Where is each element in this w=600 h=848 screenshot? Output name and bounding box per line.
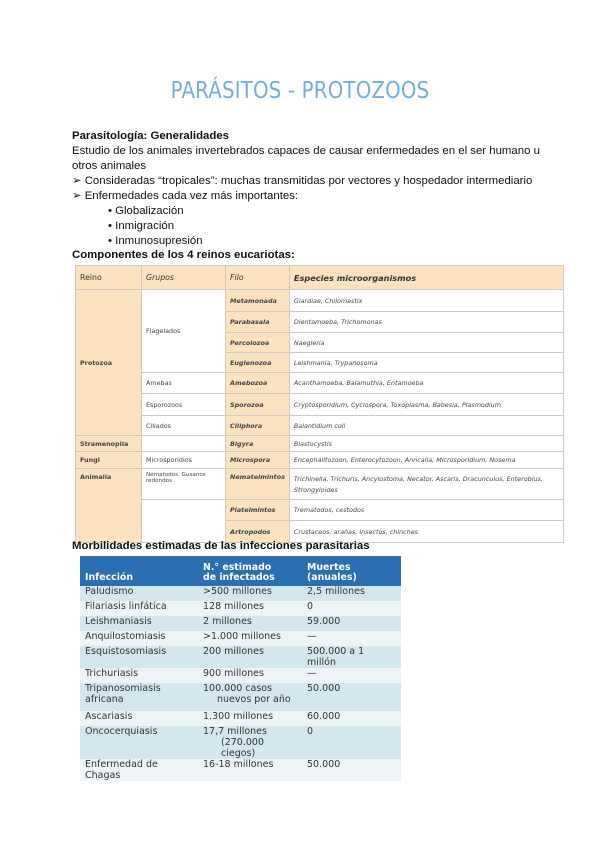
species-cell: Trematodos, cestodos	[289, 500, 563, 521]
table2-header-infeccion: Infección	[80, 556, 198, 586]
annual-deaths: 0	[302, 601, 401, 616]
table1-heading: Componentes de los 4 reinos eucariotas:	[72, 249, 295, 261]
group-cell: Ciliados	[142, 416, 226, 436]
table2-header-muertes: Muertes (anuales)	[302, 556, 401, 586]
infected-count	[198, 726, 302, 759]
infection-name: Tripanosomiasis africana	[80, 683, 198, 711]
intro-subpoint: • Inmigración	[108, 220, 175, 232]
group-cell: Flagelados	[142, 290, 226, 373]
infected-count: 16-18 millones	[198, 759, 302, 781]
annual-deaths: 0	[302, 726, 401, 759]
table2-header-infectados-line2: de infectados	[203, 572, 275, 583]
filo-cell: Parabasala	[226, 312, 290, 333]
intro-subpoint: • Inmunosupresión	[108, 235, 203, 247]
infection-name: Ascariasis	[80, 711, 198, 726]
infected-count: 128 millones	[198, 601, 302, 616]
infection-name: Filariasis linfática	[80, 601, 198, 616]
intro-heading: Parasitología: Generalidades	[72, 130, 229, 142]
filo-cell: Metamonada	[226, 290, 290, 312]
eukaryote-kingdoms-table	[75, 265, 564, 543]
infected-count: >500 millones	[198, 586, 302, 601]
annual-deaths: 2,5 millones	[302, 586, 401, 601]
filo-cell: Microspora	[226, 452, 290, 469]
infection-name: Leishmaniasis	[80, 616, 198, 631]
annual-deaths: 60.000	[302, 711, 401, 726]
species-cell: Encephalitozoon, Enterocytozoon, Anncalia, Microsporidium, Nosema	[289, 452, 563, 469]
table1-header-grupos: Grupos	[142, 266, 226, 290]
infected-count: >1.000 millones	[198, 631, 302, 646]
intro-paragraph: Estudio de los animales invertebrados capaces de causar enfermedades en el ser humano u otros animales	[72, 145, 540, 172]
annual-deaths: 59.000	[302, 616, 401, 631]
filo-cell: Ciliphora	[226, 416, 290, 436]
annual-deaths: 50.000	[302, 683, 401, 711]
table2-heading: Morbilidades estimadas de las infecciones parasitarias	[72, 540, 370, 552]
filo-cell: Amebozoa	[226, 373, 290, 394]
species-cell: Balantidium coli	[289, 416, 563, 436]
table2-header-infectados-line1: N.° estimado	[203, 562, 272, 573]
reino-cell: Stramenopila	[76, 436, 142, 452]
table1-header-filo: Filo	[226, 266, 290, 290]
morbidity-table	[80, 556, 401, 781]
group-cell: Nematodos, Gusanos redondos	[142, 469, 226, 500]
annual-deaths: 500.000 a 1 millón	[302, 646, 401, 668]
infected-count-line1: 100.000 casos	[203, 683, 273, 694]
empty-cell	[142, 500, 226, 543]
filo-cell: Euglenozoa	[226, 353, 290, 373]
infected-count: 200 millones	[198, 646, 302, 668]
reino-cell: Protozoa	[76, 290, 142, 436]
species-cell: Dientamoeba, Trichomonas	[289, 312, 563, 333]
infection-name: Trichuriasis	[80, 668, 198, 683]
reino-cell: Fungi	[76, 452, 142, 469]
group-cell: Esporozoos	[142, 394, 226, 416]
species-cell: Leishmania, Trypanosoma	[289, 353, 563, 373]
infected-count-line2: nuevos por año	[217, 694, 291, 705]
group-cell: Amebas	[142, 373, 226, 394]
reino-cell: Animalia	[76, 469, 142, 543]
species-cell: Giardiae, Chilomastix	[289, 290, 563, 312]
infected-count-line2: (270.000 ciegos)	[221, 737, 264, 759]
species-cell: Cryptosporidium, Cyclospora, Toxoplasma, Babesia, Plasmodium	[289, 394, 563, 416]
species-cell: Acanthamoeba, Balamuthia, Entamoeba	[289, 373, 563, 394]
intro-point: ➢ Enfermedades cada vez más importantes:	[72, 190, 299, 202]
infection-name: Esquistosomiasis	[80, 646, 198, 668]
infected-count: 900 millones	[198, 668, 302, 683]
species-cell: Crustaceos, arañas, insectos, chinches	[289, 521, 563, 543]
infection-name: Anquilostomiasis	[80, 631, 198, 646]
infection-name: Paludismo	[80, 586, 198, 601]
page-title: PARÁSITOS - PROTOZOOS	[170, 78, 430, 104]
annual-deaths: —	[302, 668, 401, 683]
infected-count: 2 millones	[198, 616, 302, 631]
intro-point: ➢ Consideradas “tropicales”: muchas transmitidas por vectores y hospedador intermediario	[72, 175, 533, 187]
annual-deaths: —	[302, 631, 401, 646]
infected-count-line1: 17,7 millones	[203, 726, 267, 737]
filo-cell: Bigyra	[226, 436, 290, 452]
intro-section	[72, 129, 542, 249]
intro-subpoint: • Globalización	[108, 205, 184, 217]
table1-header-especies: Especies microorganismos	[289, 266, 563, 290]
filo-cell: Percolozoa	[226, 333, 290, 353]
annual-deaths: 50.000	[302, 759, 401, 781]
table2-header-infectados	[198, 556, 302, 586]
infected-count	[198, 683, 302, 711]
group-cell: Microsporidios	[142, 452, 226, 469]
infected-count: 1.300 millones	[198, 711, 302, 726]
table1-header-reino: Reino	[76, 266, 142, 290]
filo-cell: Sporozoa	[226, 394, 290, 416]
species-cell: Blastocystis	[289, 436, 563, 452]
filo-cell: Artropodos	[226, 521, 290, 543]
species-cell: Trichinella, Trichuris, Ancylostoma, Necator, Ascaris, Dracunculus, Enterobius, Strongyloides	[289, 469, 563, 500]
species-cell: Naegleria	[289, 333, 563, 353]
infection-name: Oncocerquiasis	[80, 726, 198, 759]
filo-cell: Nematelmintos	[226, 469, 290, 500]
filo-cell: Platelmintos	[226, 500, 290, 521]
empty-cell	[142, 436, 226, 452]
infection-name: Enfermedad de Chagas	[80, 759, 198, 781]
